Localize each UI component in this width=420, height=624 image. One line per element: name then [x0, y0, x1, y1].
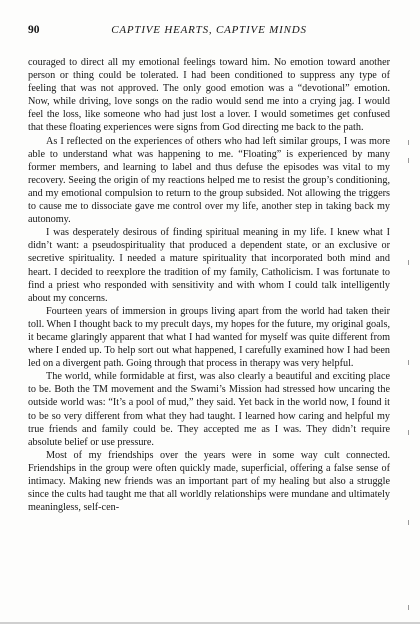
running-title: CAPTIVE HEARTS, CAPTIVE MINDS — [111, 24, 307, 36]
paragraph-friendships: Most of my friendships over the years were in some way cult connected. Friendships in the group were often quickly made, superficial, offering a false sense of intimacy. Making new friends was an important part of my healing but also a struggle since the cults had taught me that all worldly relationships were mundane and ultimately meaningless, self-cen- — [28, 449, 390, 514]
paragraph-the-world: The world, while formidable at first, was also clearly a beautiful and exciting place to be. Both the TM movement and the Swami’s Mission had stressed how uncaring the outside world was: “It’s a pool of mud,” they said. Yet back in the world now, I found it to be so very different from what they had taught. I learned how caring and helpful my true friends and family could be. They accepted me as I was. They didn’t require absolute belief or use pressure. — [28, 371, 390, 448]
paragraph-continued: couraged to direct all my emotional feelings toward him. No emotion toward another person or thing could be tolerated. I had been conditioned to suppress any type of feeling that was not approved. The only good emotion was a “devotional” emotion. Now, while driving, love songs on the radio would send me into a crying jag. I would feel the loss, like someone who had just lost a lover. I would sometimes get confused that these floating experiences were signs from God directing me back to the path. — [28, 57, 390, 134]
scan-edge-marks — [408, 100, 412, 620]
body-text — [28, 56, 390, 514]
page-number: 90 — [28, 24, 40, 36]
paragraph-floating: As I reflected on the experiences of others who had left similar groups, I was more able to understand what was happening to me. “Floating” is experienced by many former members, and learning to label and thus defuse the episodes was vital to my recovery. Seeing the origin of my reactions helped me to resist the group’s conditioning, and my emotional compulsion to return to the group subsided. Not allowing the triggers to cause me to dissociate gave me control over my life, another step in taking back my autonomy. — [28, 135, 390, 226]
paragraph-spiritual-meaning: I was desperately desirous of finding spiritual meaning in my life. I knew what I didn’t want: a pseudospirituality that produced a dependent state, or an exclusive or secretive spirituality. I needed a mature spirituality that incorporated both mind and heart. I decided to reexplore the tradition of my family, Catholicism. I was fortunate to find a priest who responded with sensitivity and with whom I could talk intelligently about my concerns. — [28, 227, 390, 304]
running-header — [28, 22, 390, 40]
paragraph-fourteen-years: Fourteen years of immersion in groups living apart from the world had taken their toll. When I thought back to my precult days, my hopes for the future, my original goals, it became glaringly apparent that what I had wanted for myself was quite different from where I ended up. To help sort out what happened, I carefully examined how I had been led on a divergent path. Going through that process in therapy was very helpful. — [28, 305, 390, 370]
